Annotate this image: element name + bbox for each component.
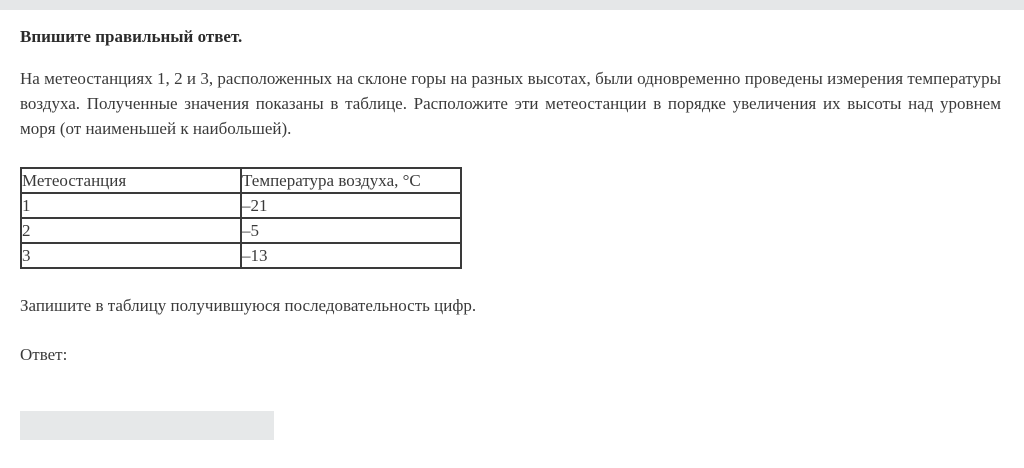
data-table (20, 167, 462, 269)
write-note: Запишите в таблицу получившуюся последовательность цифр. (20, 296, 477, 315)
table-cell-temperature: –5 (241, 218, 461, 243)
task-container (20, 25, 1001, 367)
table-row (21, 193, 461, 218)
table-header-station: Метеостанция (21, 168, 241, 193)
table-cell-station: 1 (21, 193, 241, 218)
task-instruction: Впишите правильный ответ. (20, 27, 243, 46)
top-bar (0, 0, 1024, 10)
table-cell-station: 2 (21, 218, 241, 243)
answer-input[interactable] (20, 411, 274, 440)
table-cell-temperature: –21 (241, 193, 461, 218)
table-header-temperature: Температура воздуха, °С (241, 168, 461, 193)
table-cell-temperature: –13 (241, 243, 461, 268)
table-row (21, 218, 461, 243)
table-header-row (21, 168, 461, 193)
table-cell-station: 3 (21, 243, 241, 268)
table-row (21, 243, 461, 268)
answer-label: Ответ: (20, 345, 68, 364)
question-text: На метеостанциях 1, 2 и 3, расположенных на склоне горы на разных высотах, были одновременно проведены измерения температуры воздуха. Полученные значения показаны в таблице. Расположите эти метеостанции в порядке увеличения их высоты над уровнем моря (от наименьшей к наибольшей). (20, 69, 1001, 138)
